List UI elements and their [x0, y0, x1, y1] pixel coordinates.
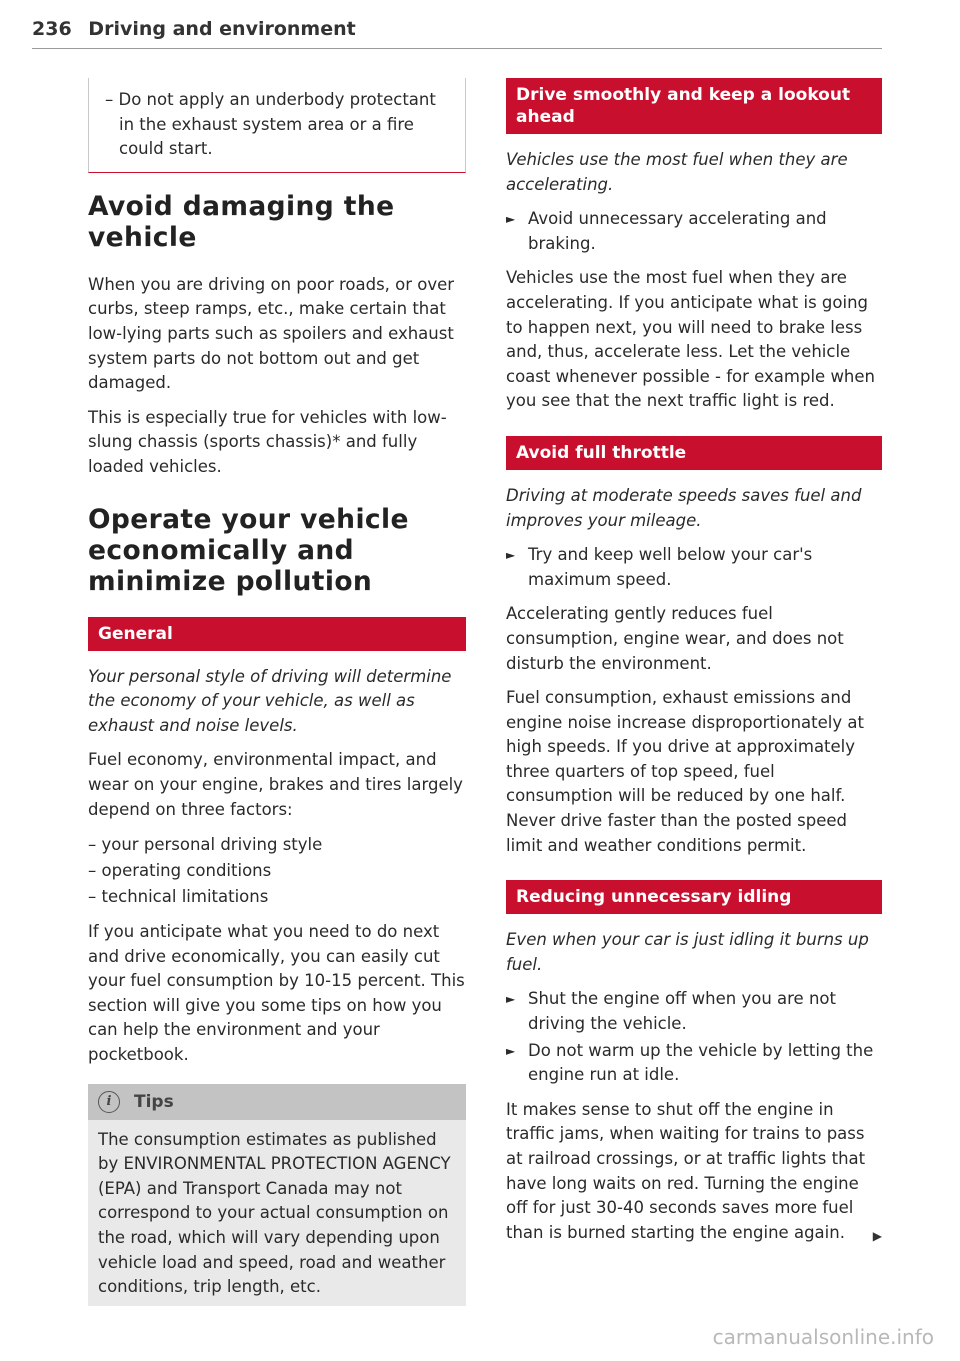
idle-intro: Even when your car is just idling it burns up fuel.: [506, 930, 869, 974]
band-general: General: [88, 617, 466, 651]
list-item: – technical limitations: [88, 887, 269, 907]
info-icon: i: [98, 1091, 120, 1113]
throttle-paragraph-2: Fuel consumption, exhaust emissions and engine noise increase disproportionately at high speeds. If you drive at approximately three quarters of top speed, fuel consumption will be reduced by one half. Never drive faster than the posted speed limit and weather conditions permit.: [506, 688, 864, 855]
page-header: [32, 18, 882, 49]
throttle-intro: Driving at moderate speeds saves fuel and improves your mileage.: [506, 485, 862, 530]
continue-arrow-icon: ▶: [872, 1229, 882, 1244]
triangle-right-icon: ►: [506, 992, 516, 1007]
list-item: [506, 543, 882, 592]
tips-header: [88, 1084, 466, 1120]
bullet-text: Avoid unnecessary accelerating and braking.: [528, 209, 827, 253]
general-paragraph-1: Fuel economy, environmental impact, and wear on your engine, brakes and tires largely depend on three factors:: [88, 750, 463, 819]
list-item: – your personal driving style: [88, 835, 323, 855]
general-intro: Your personal style of driving will determine the economy of your vehicle, as well as exhaust and noise levels.: [88, 666, 452, 735]
avoid-paragraph-2: This is especially true for vehicles with low-slung chassis (sports chassis)* and fully loaded vehicles.: [88, 407, 447, 476]
bullet-text: Shut the engine off when you are not driving the vehicle.: [528, 989, 836, 1034]
tips-box: [88, 1084, 466, 1306]
page-number: 236: [32, 18, 72, 40]
tips-title: Tips: [134, 1091, 174, 1112]
list-item: [506, 207, 882, 256]
tips-text: The consumption estimates as published by ENVIRONMENTAL PROTECTION AGENCY (EPA) and Transport Canada may not correspond to your actual consumption on the road, which will vary depending upon vehicle load and speed, road and weather conditions, trip length, etc.: [98, 1129, 451, 1297]
drive-bullets: [506, 207, 882, 256]
drive-intro: Vehicles use the most fuel when they are accelerating.: [506, 150, 848, 194]
idle-paragraph: It makes sense to shut off the engine in traffic jams, when waiting for trains to pass at railroad crossings, or at traffic lights that have long waits on red. Turning the engine off for just 30-40 seconds saves more fuel than is burned starting the engine again.: [506, 1099, 866, 1242]
triangle-right-icon: ►: [506, 548, 516, 563]
band-avoid-full-throttle: Avoid full throttle: [506, 436, 882, 470]
warning-text: – Do not apply an underbody protectant in the exhaust system area or a fire could start.: [105, 90, 436, 159]
triangle-right-icon: ►: [506, 212, 516, 227]
left-column: [88, 78, 466, 1306]
bullet-text: Do not warm up the vehicle by letting the engine run at idle.: [528, 1040, 874, 1085]
avoid-paragraph-1: When you are driving on poor roads, or over curbs, steep ramps, etc., make certain that low-lying parts such as spoilers and exhaust system parts do not bottom out and get damaged.: [88, 274, 455, 393]
watermark: carmanualsonline.info: [712, 1325, 934, 1349]
section-title: Driving and environment: [88, 18, 356, 40]
list-item: [506, 987, 882, 1036]
throttle-bullets: [506, 543, 882, 592]
warning-box: [88, 78, 466, 173]
heading-avoid-damaging: Avoid damaging the vehicle: [88, 190, 395, 253]
list-item: – operating conditions: [88, 861, 272, 881]
idle-bullets: [506, 987, 882, 1087]
general-paragraph-2: If you anticipate what you need to do next and drive economically, you can easily cut your fuel consumption by 10-15 percent. This section will give you some tips on how you can help the environment and your pocketbook.: [88, 922, 465, 1065]
band-reducing-idling: Reducing unnecessary idling: [506, 880, 882, 914]
throttle-paragraph-1: Accelerating gently reduces fuel consumption, engine wear, and does not disturb the environment.: [506, 604, 844, 673]
drive-paragraph: Vehicles use the most fuel when they are accelerating. If you anticipate what is going to happen next, you will need to brake less and, thus, accelerate less. Let the vehicle coast whenever possible - for example when you see that the next traffic light is red.: [506, 268, 876, 411]
bullet-text: Try and keep well below your car's maximum speed.: [528, 545, 813, 589]
list-item: [506, 1039, 882, 1088]
right-column: [506, 78, 882, 1255]
band-drive-smoothly: Drive smoothly and keep a lookout ahead: [506, 78, 882, 134]
factors-list: [88, 832, 466, 910]
heading-operate-economically: Operate your vehicle economically and minimize pollution: [88, 503, 409, 597]
triangle-right-icon: ►: [506, 1043, 516, 1058]
